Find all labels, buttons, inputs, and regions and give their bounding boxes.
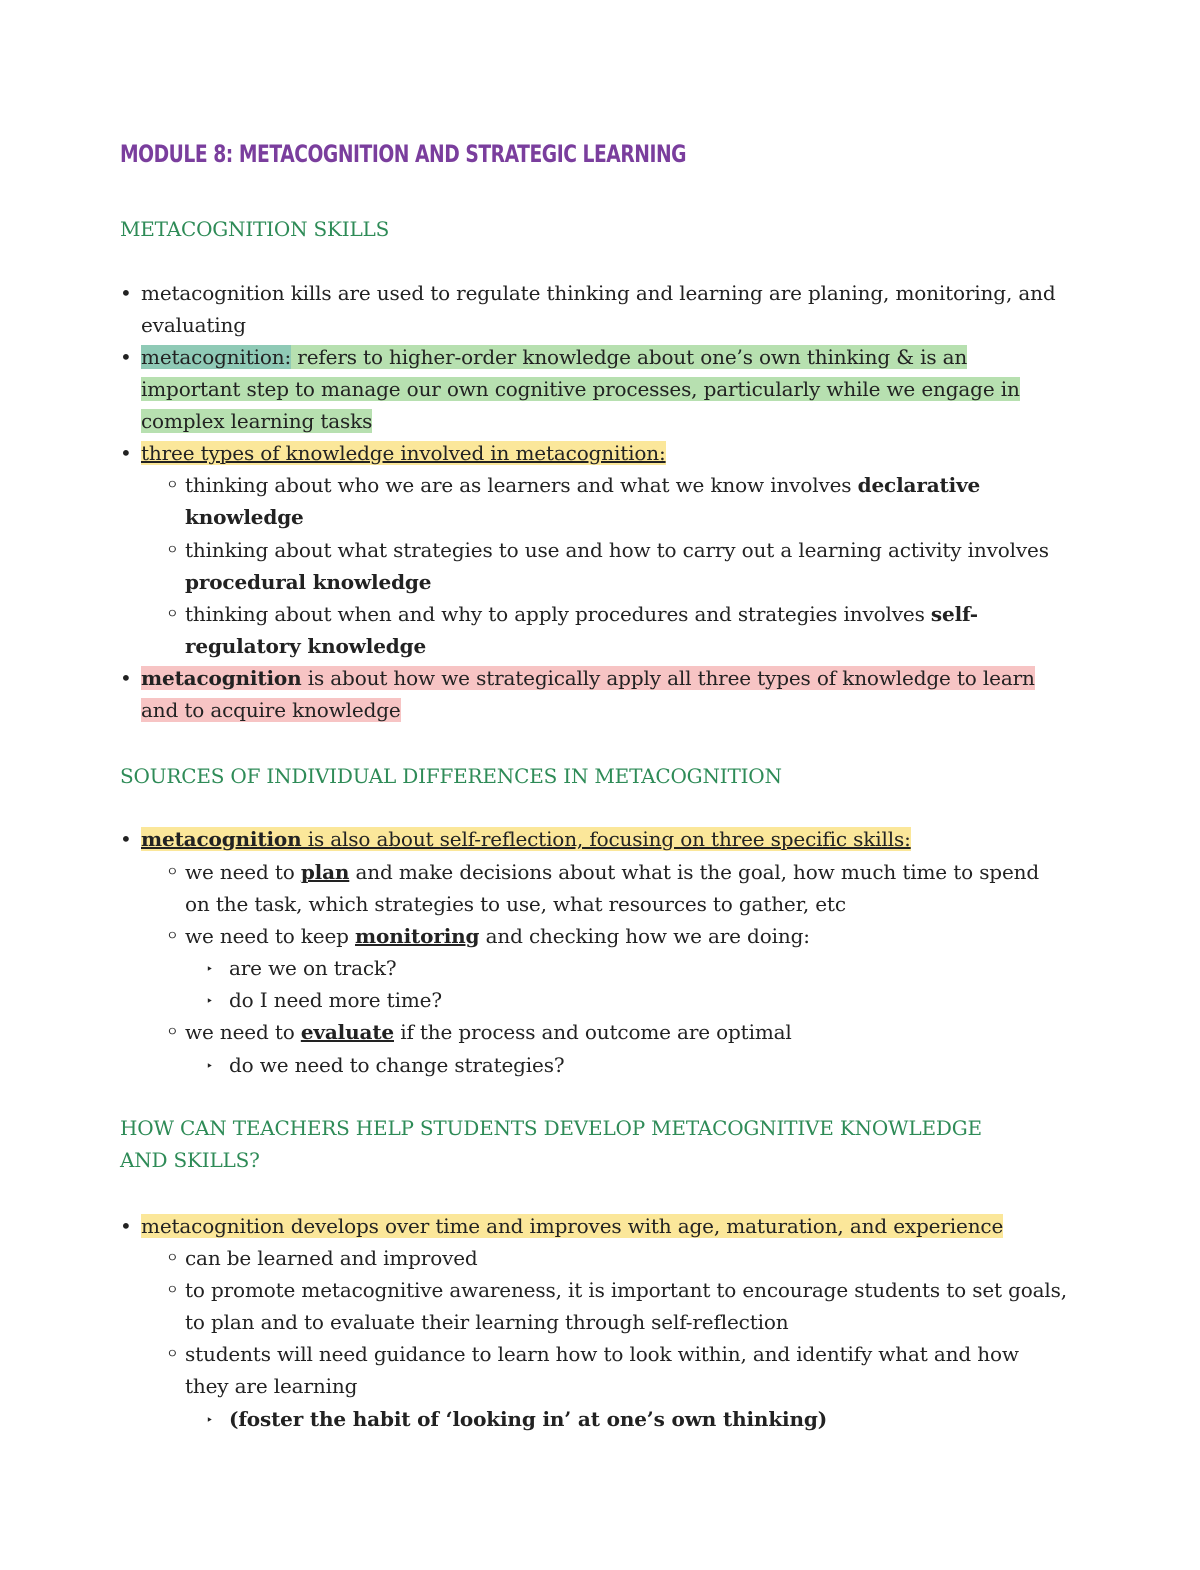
bullet-icon: • (120, 827, 132, 851)
highlighted-term: metacognition (141, 827, 302, 851)
highlighted-term: metacognition (141, 666, 302, 690)
list-item-continuation (141, 694, 401, 726)
circle-bullet-icon: ㅇ (166, 607, 179, 622)
circle-bullet-icon: ㅇ (166, 1347, 179, 1362)
text: can be learned and improved (185, 1246, 478, 1270)
bold-term: evaluate (300, 1020, 394, 1044)
text: we need to keep (185, 924, 356, 948)
text: thinking about what strategies to use and how to carry out a learning activity involves (185, 538, 1049, 562)
text: thinking about when and why to apply procedures and strategies involves (185, 602, 931, 626)
text: students will need guidance to learn how to look within, and identify what and how (185, 1342, 1019, 1366)
highlighted-text: is about how we strategically apply all three types of knowledge to learn (301, 666, 1035, 690)
highlighted-text: is also about self-reflection, focusing on three specific skills: (301, 827, 911, 851)
circle-bullet-icon: ㅇ (166, 865, 179, 880)
highlighted-term: metacognition: (141, 345, 292, 369)
bold-text: (foster the habit of ‘looking in’ at one’s own thinking) (229, 1407, 828, 1431)
sub-list-item (166, 598, 978, 631)
list-item-continuation (141, 405, 372, 437)
text: to promote metacognitive awareness, it is important to encourage students to set goals, (185, 1278, 1067, 1302)
highlighted-text: important step to manage our own cognitive processes, particularly while we engage in (141, 377, 1020, 401)
text: do we need to change strategies? (229, 1053, 565, 1077)
list-item-continuation (141, 373, 1020, 405)
bullet-icon: • (120, 1214, 132, 1238)
section-heading-sources: SOURCES OF INDIVIDUAL DIFFERENCES IN METACOGNITION (120, 764, 782, 788)
list-item (120, 437, 666, 469)
bold-term: procedural knowledge (185, 570, 432, 594)
sub-sub-list-item (206, 1403, 827, 1436)
bold-term: plan (300, 860, 350, 884)
sub-list-item (166, 856, 1039, 889)
bold-term: self- (930, 602, 978, 626)
text: thinking about who we are as learners and what we know involves (185, 473, 858, 497)
text: do I need more time? (229, 988, 442, 1012)
list-item (120, 277, 1056, 309)
highlighted-text: and to acquire knowledge (141, 698, 401, 722)
circle-bullet-icon: ㅇ (166, 929, 179, 944)
text: metacognition kills are used to regulate thinking and learning are planing, monitoring, and (141, 281, 1056, 305)
sub-list-item (166, 1242, 478, 1275)
sub-list-item-continuation: on the task, which strategies to use, what resources to gather, etc (185, 892, 846, 916)
sub-list-item (166, 920, 810, 953)
section-heading-teachers-cont: AND SKILLS? (120, 1148, 260, 1172)
highlighted-text: metacognition develops over time and improves with age, maturation, and experience (141, 1214, 1004, 1238)
circle-bullet-icon: ㅇ (166, 1251, 179, 1266)
page-title: MODULE 8: METACOGNITION AND STRATEGIC LEARNING (120, 140, 687, 168)
sub-list-item (166, 1274, 1067, 1307)
circle-bullet-icon: ㅇ (166, 1283, 179, 1298)
list-item (120, 1210, 1003, 1242)
bold-term: monitoring (355, 924, 480, 948)
section-heading-teachers: HOW CAN TEACHERS HELP STUDENTS DEVELOP METACOGNITIVE KNOWLEDGE (120, 1116, 982, 1140)
bullet-icon: • (120, 281, 132, 305)
sub-list-item-continuation (185, 501, 304, 533)
sub-list-item-continuation: they are learning (185, 1374, 358, 1398)
text: and make decisions about what is the goal, how much time to spend (349, 860, 1040, 884)
text: if the process and outcome are optimal (393, 1020, 792, 1044)
triangle-bullet-icon: ‣ (206, 962, 213, 976)
list-item (120, 341, 967, 373)
triangle-bullet-icon: ‣ (206, 994, 213, 1008)
text: we need to (185, 860, 301, 884)
bullet-icon: • (120, 345, 132, 369)
bullet-icon: • (120, 441, 132, 465)
sub-list-item (166, 534, 1049, 567)
highlighted-text: refers to higher-order knowledge about one’s own thinking & is an (291, 345, 968, 369)
circle-bullet-icon: ㅇ (166, 478, 179, 493)
sub-list-item (166, 1016, 792, 1049)
bullet-icon: • (120, 666, 132, 690)
list-item (120, 823, 911, 855)
list-item-continuation: evaluating (141, 313, 246, 337)
circle-bullet-icon: ㅇ (166, 1025, 179, 1040)
text: are we on track? (229, 956, 397, 980)
text: we need to (185, 1020, 301, 1044)
sub-sub-list-item (206, 952, 396, 985)
bold-term: knowledge (185, 505, 304, 529)
sub-list-item (166, 469, 980, 502)
triangle-bullet-icon: ‣ (206, 1413, 213, 1427)
highlighted-text: complex learning tasks (141, 409, 373, 433)
highlighted-text: three types of knowledge involved in metacognition: (141, 441, 666, 465)
sub-sub-list-item (206, 1049, 564, 1082)
sub-list-item (166, 1338, 1019, 1371)
text: and checking how we are doing: (479, 924, 810, 948)
bold-term: regulatory knowledge (185, 634, 427, 658)
triangle-bullet-icon: ‣ (206, 1059, 213, 1073)
sub-sub-list-item (206, 984, 442, 1017)
list-item (120, 662, 1035, 694)
section-heading-metacognition-skills: METACOGNITION SKILLS (120, 217, 390, 241)
sub-list-item-continuation (185, 566, 431, 598)
bold-term: declarative (857, 473, 981, 497)
sub-list-item-continuation: to plan and to evaluate their learning through self-reflection (185, 1310, 789, 1334)
sub-list-item-continuation (185, 630, 426, 662)
circle-bullet-icon: ㅇ (166, 543, 179, 558)
